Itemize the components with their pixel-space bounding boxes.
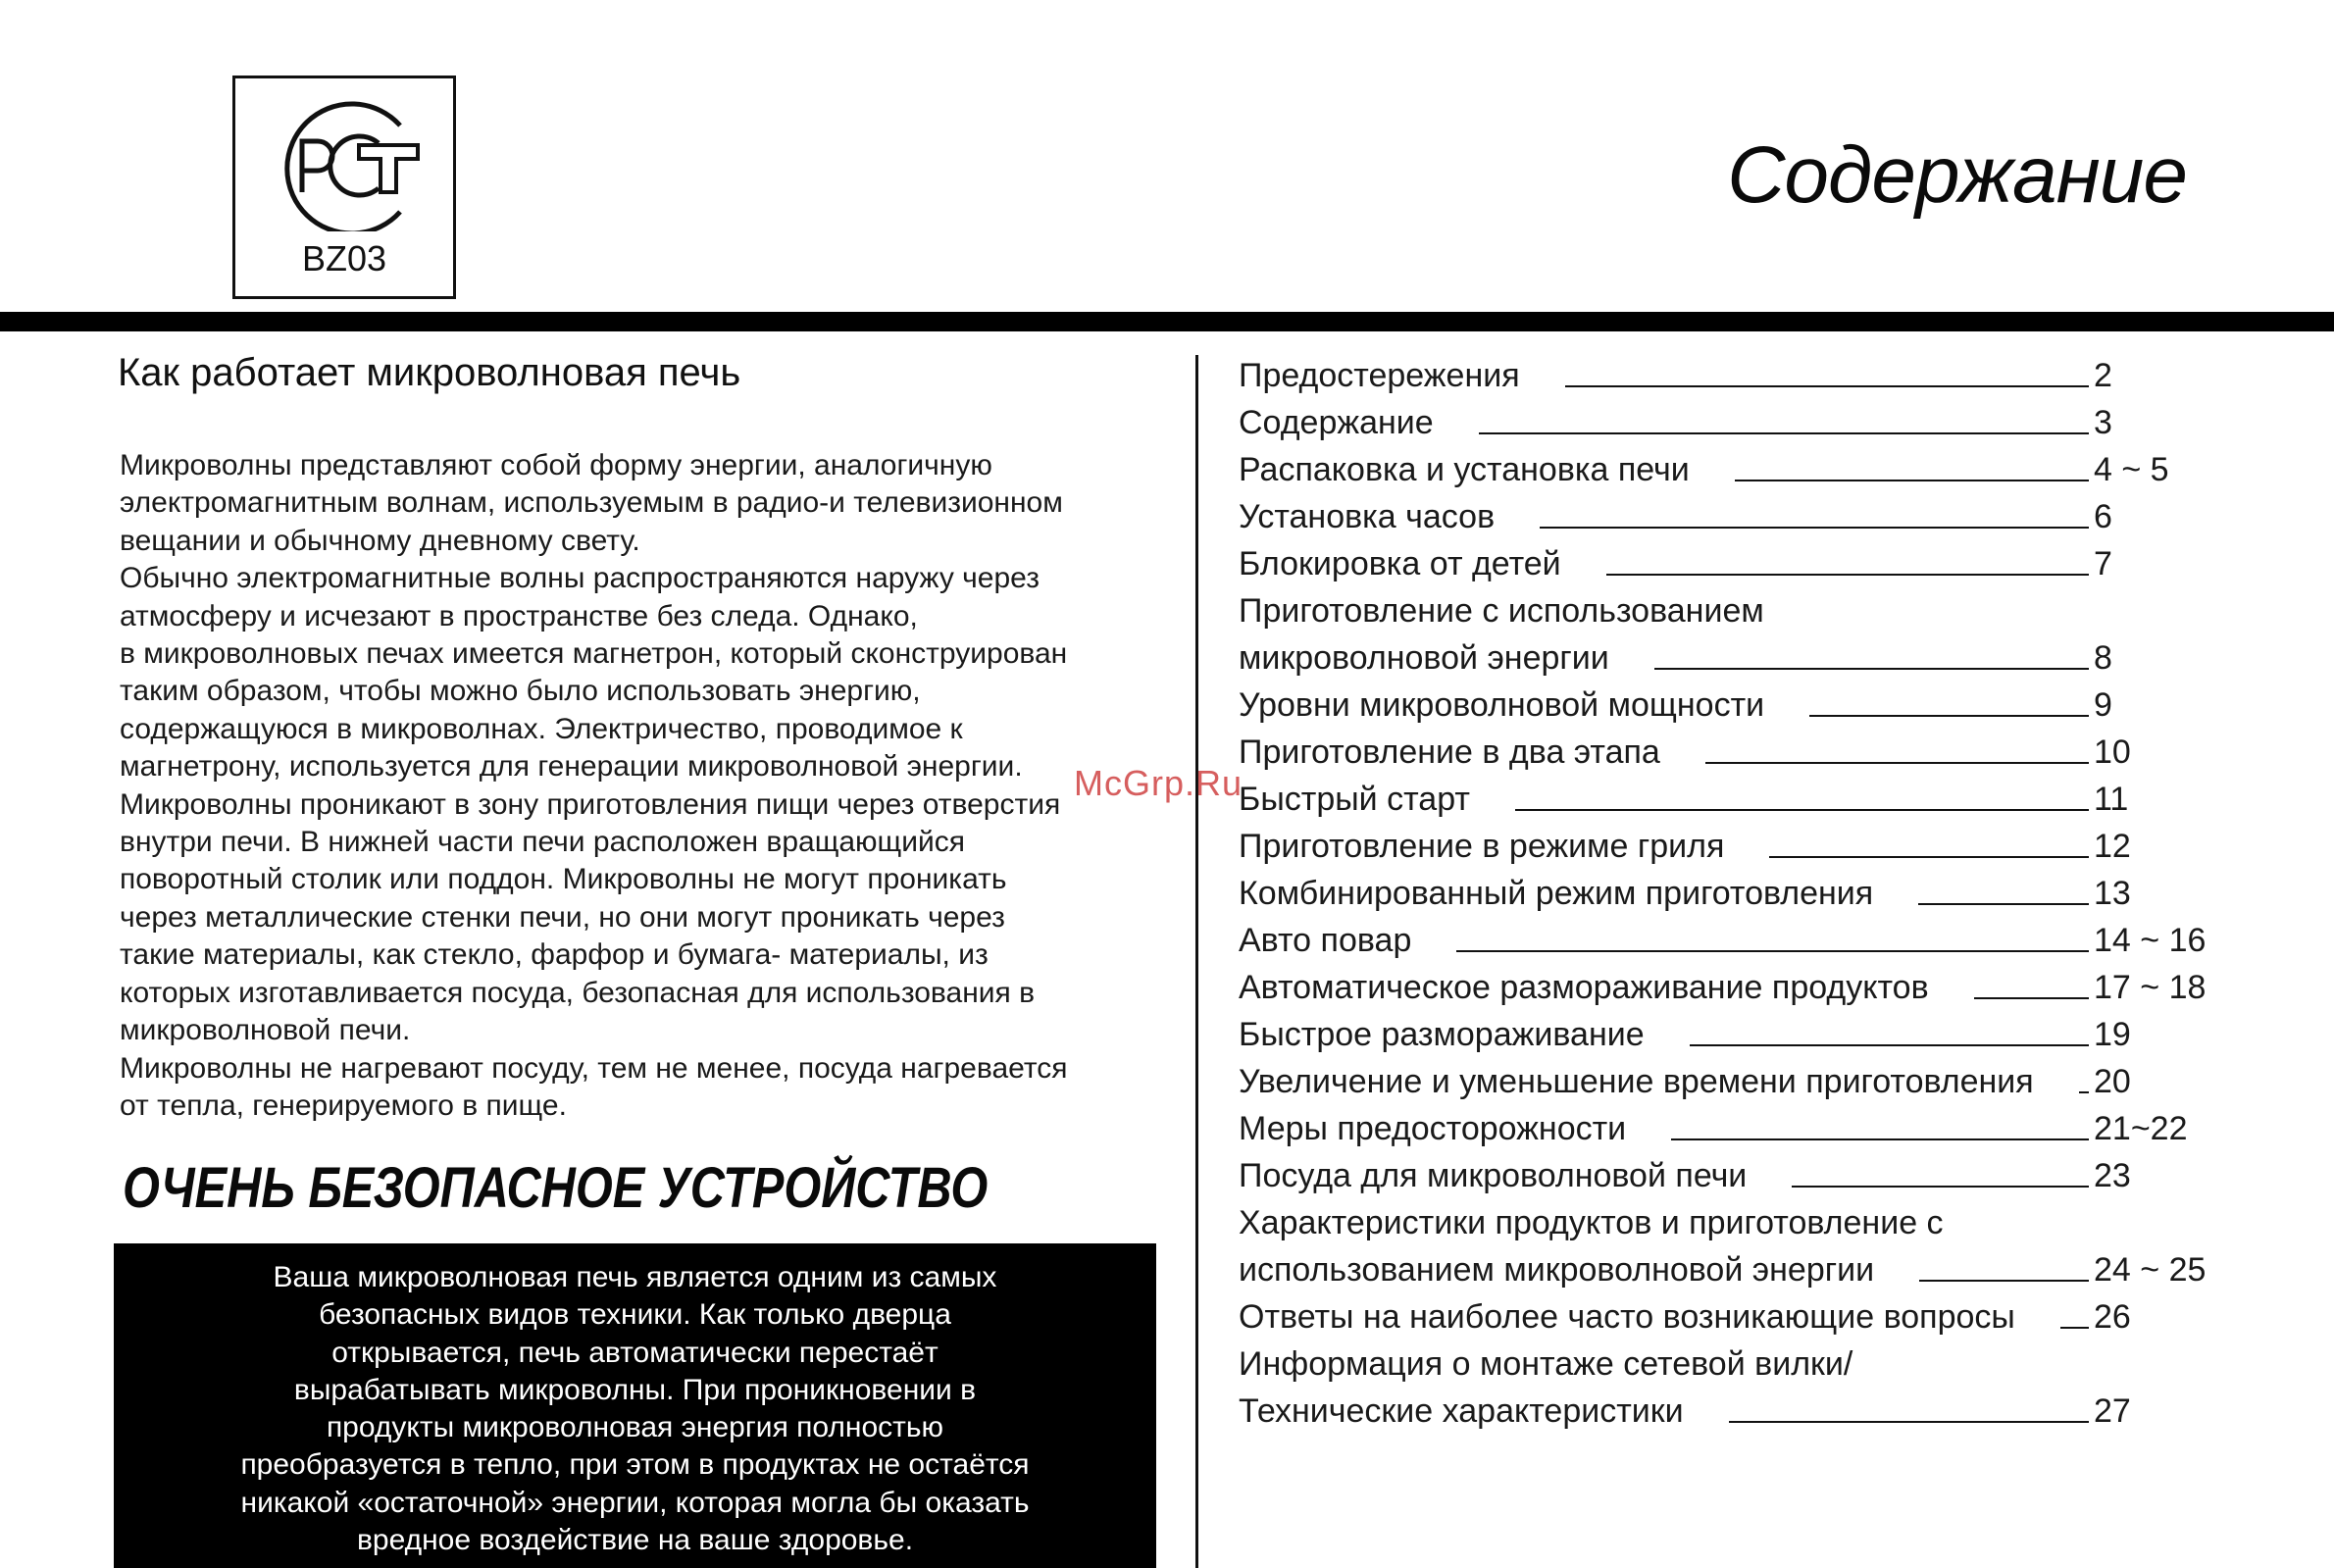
toc-entry-label: Ответы на наиболее часто возникающие вопросы — [1239, 1298, 2015, 1336]
paragraph-line: вещании и обычному дневному свету. — [120, 524, 640, 557]
toc-leader-line — [1735, 480, 2089, 481]
toc-entry-label: Блокировка от детей — [1239, 545, 1561, 582]
toc-entry-page: 20 — [2094, 1063, 2131, 1100]
toc-entry-label: Приготовление в два этапа — [1239, 733, 1660, 771]
toc-entry-label: Автоматическое размораживание продуктов — [1239, 969, 1929, 1006]
safety-line: Ваша микроволновая печь является одним из самых — [273, 1261, 997, 1293]
paragraph-line: содержащуюся в микроволнах. Электричество, проводимое к — [120, 712, 963, 745]
toc-entry-page: 26 — [2094, 1298, 2131, 1336]
toc-entry-label: Быстрый старт — [1239, 781, 1470, 818]
toc-entry[interactable] — [1239, 540, 2219, 587]
section-heading: Как работает микроволновая печь — [118, 351, 741, 394]
paragraph-line: магнетрону, используется для генерации микроволновой энергии. — [120, 750, 1023, 784]
paragraph-line: в микроволновых печах имеется магнетрон, который сконструирован — [120, 637, 1068, 671]
toc-entry[interactable] — [1239, 1011, 2219, 1058]
toc-entry-page: 12 — [2094, 828, 2131, 865]
toc-entry-page: 27 — [2094, 1392, 2131, 1430]
toc-entry[interactable] — [1239, 634, 2219, 682]
certification-mark — [232, 76, 456, 299]
column-divider — [1195, 355, 1198, 1568]
toc-entry[interactable] — [1239, 776, 2219, 823]
toc-entry[interactable] — [1239, 399, 2219, 446]
safety-title: ОЧЕНЬ БЕЗОПАСНОЕ УСТРОЙСТВО — [123, 1156, 989, 1220]
toc-entry-label: Комбинированный режим приготовления — [1239, 875, 1874, 912]
toc-leader-line — [1456, 950, 2089, 952]
toc-entry-label: Авто повар — [1239, 922, 1412, 959]
toc-entry[interactable] — [1239, 1340, 2219, 1388]
toc-leader-line — [1690, 1044, 2089, 1046]
toc-entry[interactable] — [1239, 587, 2219, 634]
toc-entry-page: 8 — [2094, 639, 2112, 677]
toc-entry[interactable] — [1239, 917, 2219, 964]
safety-line: продукты микроволновая энергия полностью — [326, 1411, 944, 1444]
toc-entry-label: Установка часов — [1239, 498, 1496, 535]
toc-leader-line — [1809, 715, 2089, 717]
toc-entry-page: 3 — [2094, 404, 2112, 441]
toc-entry-page: 10 — [2094, 733, 2131, 771]
page-title: Содержание — [1727, 130, 2187, 220]
paragraph-line: Микроволны проникают в зону приготовления пищи через отверстия — [120, 787, 1061, 821]
toc-entry-label: Меры предосторожности — [1239, 1110, 1627, 1147]
toc-entry[interactable] — [1239, 446, 2219, 493]
paragraph-line: внутри печи. В нижней части печи расположен вращающийся — [120, 826, 966, 859]
toc-entry-label: Быстрое размораживание — [1239, 1016, 1645, 1053]
toc-leader-line — [1919, 1280, 2089, 1282]
toc-entry-label: использованием микроволновой энергии — [1239, 1251, 1875, 1289]
toc-leader-line — [1479, 432, 2089, 434]
toc-entry-page: 7 — [2094, 545, 2112, 582]
toc-entry-page: 9 — [2094, 686, 2112, 724]
toc-leader-line — [1515, 809, 2089, 811]
paragraph-line: электромагнитным волнам, используемым в радио-и телевизионном — [120, 486, 1063, 520]
paragraph-line: поворотный столик или поддон. Микроволны не могут проникать — [120, 863, 1007, 896]
toc-entry[interactable] — [1239, 682, 2219, 729]
toc-leader-line — [2079, 1091, 2089, 1093]
safety-line: никакой «остаточной» энергии, которая могла бы оказать — [240, 1486, 1030, 1519]
toc-entry-page: 14 ~ 16 — [2094, 922, 2207, 959]
toc-entry[interactable] — [1239, 352, 2219, 399]
toc-entry-label: Информация о монтаже сетевой вилки/ — [1239, 1345, 1853, 1383]
paragraph-line: которых изготавливается посуда, безопасная для использования в — [120, 976, 1036, 1009]
toc-leader-line — [1654, 668, 2089, 670]
toc-leader-line — [1974, 997, 2089, 999]
safety-box — [114, 1243, 1156, 1568]
toc-leader-line — [1671, 1138, 2089, 1140]
toc-entry-label: Посуда для микроволновой печи — [1239, 1157, 1748, 1194]
toc-entry-page: 11 — [2094, 781, 2129, 818]
header-rule — [0, 312, 2334, 331]
toc-entry-label: микроволновой энергии — [1239, 639, 1609, 677]
paragraph-line: такие материалы, как стекло, фарфор и бумага- материалы, из — [120, 938, 989, 972]
paragraph-line: микроволновой печи. — [120, 1014, 411, 1047]
toc-entry[interactable] — [1239, 1388, 2219, 1435]
safety-line: открывается, печь автоматически перестаёт — [331, 1336, 939, 1369]
toc-leader-line — [2060, 1327, 2089, 1329]
intro-paragraph — [120, 447, 1179, 1125]
toc-entry-label: Технические характеристики — [1239, 1392, 1684, 1430]
toc-entry[interactable] — [1239, 729, 2219, 776]
toc-leader-line — [1540, 527, 2089, 529]
toc-entry[interactable] — [1239, 1152, 2219, 1199]
toc-leader-line — [1769, 856, 2089, 858]
toc-entry-label: Содержание — [1239, 404, 1434, 441]
toc-entry-label: Уровни микроволновой мощности — [1239, 686, 1765, 724]
toc-leader-line — [1606, 574, 2089, 576]
paragraph-line: через металлические стенки печи, но они могут проникать через — [120, 900, 1005, 934]
paragraph-line: атмосферу и исчезают в пространстве без следа. Однако, — [120, 599, 918, 632]
toc-entry-page: 24 ~ 25 — [2094, 1251, 2207, 1289]
pct-logo-icon — [261, 94, 433, 231]
toc-entry-page: 17 ~ 18 — [2094, 969, 2207, 1006]
toc-entry[interactable] — [1239, 1246, 2219, 1293]
toc-entry-label: Характеристики продуктов и приготовление с — [1239, 1204, 1944, 1241]
toc-entry-label: Приготовление в режиме гриля — [1239, 828, 1725, 865]
toc-entry-page: 23 — [2094, 1157, 2131, 1194]
paragraph-line: Микроволны представляют собой форму энергии, аналогичную — [120, 449, 992, 481]
paragraph-line: таким образом, чтобы можно было использовать энергию, — [120, 675, 921, 708]
safety-line: преобразуется в тепло, при этом в продуктах не остаётся — [240, 1448, 1030, 1482]
toc-entry-page: 21~22 — [2094, 1110, 2188, 1147]
safety-line: вырабатывать микроволны. При проникновении в — [293, 1373, 977, 1406]
paragraph-line: Микроволны не нагревают посуду, тем не менее, посуда нагревается — [120, 1051, 1068, 1085]
toc-leader-line — [1565, 385, 2089, 387]
safety-line: безопасных видов техники. Как только дверца — [319, 1298, 951, 1332]
toc-entry[interactable] — [1239, 870, 2219, 917]
toc-leader-line — [1792, 1186, 2089, 1188]
paragraph-line: от тепла, генерируемого в пище. — [120, 1088, 567, 1122]
toc-entry-page: 6 — [2094, 498, 2112, 535]
toc-entry[interactable] — [1239, 493, 2219, 540]
toc-entry-page: 13 — [2094, 875, 2131, 912]
toc-leader-line — [1729, 1421, 2089, 1423]
toc-entry-label: Распаковка и установка печи — [1239, 451, 1690, 488]
cert-code: BZ03 — [301, 238, 387, 278]
toc-entry-page: 4 ~ 5 — [2094, 451, 2169, 488]
toc-entry[interactable] — [1239, 1199, 2219, 1246]
safety-line: вредное воздействие на ваше здоровье. — [356, 1524, 914, 1557]
toc-leader-line — [1918, 903, 2089, 905]
toc-leader-line — [1705, 762, 2089, 764]
toc-entry-label: Увеличение и уменьшение времени приготовления — [1239, 1063, 2034, 1100]
toc-entry[interactable] — [1239, 823, 2219, 870]
watermark: McGrp.Ru — [1074, 763, 1243, 803]
toc-entry[interactable] — [1239, 1058, 2219, 1105]
toc-entry[interactable] — [1239, 964, 2219, 1011]
toc-entry-label: Приготовление с использованием — [1239, 592, 1764, 630]
toc-entry-page: 19 — [2094, 1016, 2131, 1053]
toc-entry[interactable] — [1239, 1105, 2219, 1152]
toc-entry[interactable] — [1239, 1293, 2219, 1340]
toc-entry-page: 2 — [2094, 357, 2112, 394]
paragraph-line: Обычно электромагнитные волны распространяются наружу через — [120, 562, 1040, 595]
toc-entry-label: Предостережения — [1239, 357, 1520, 394]
table-of-contents — [1239, 352, 2219, 1435]
